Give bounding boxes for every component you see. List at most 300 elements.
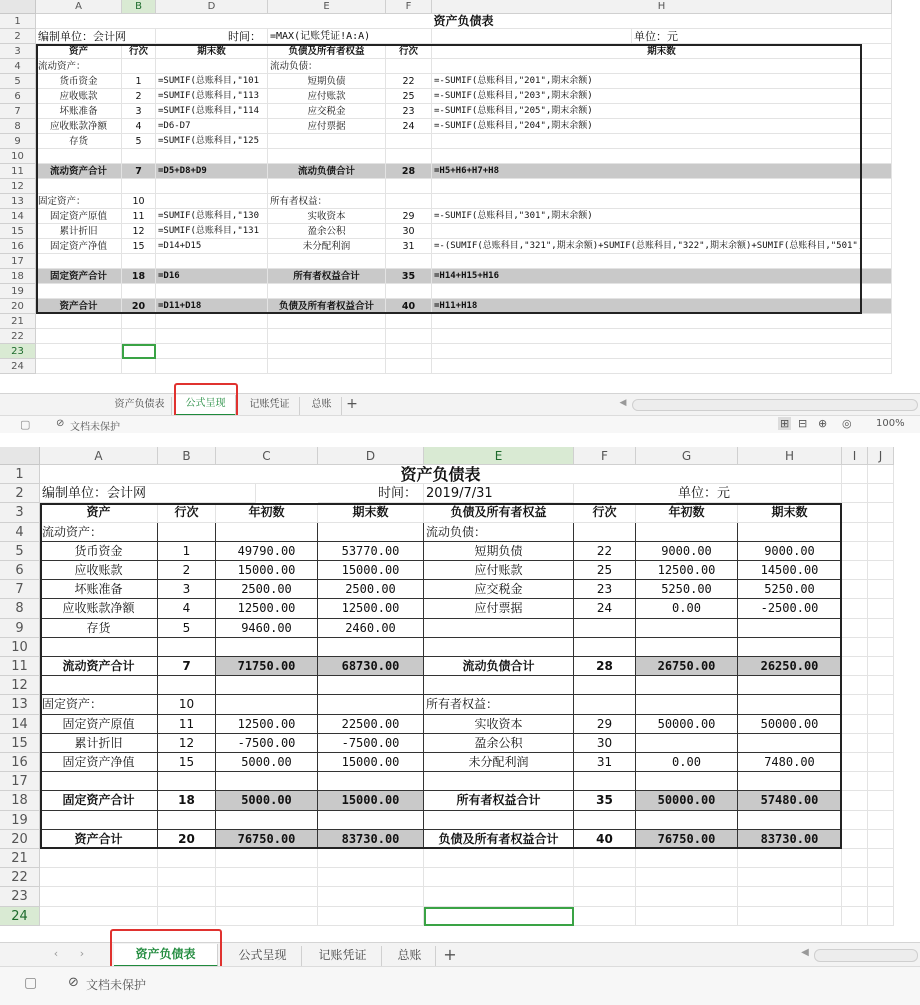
table-cell[interactable]: 7 — [158, 657, 216, 676]
empty-cell[interactable] — [738, 887, 842, 906]
empty-cell[interactable] — [574, 907, 636, 926]
table-cell[interactable]: =H11+H18 — [432, 299, 892, 314]
add-sheet-button-bottom[interactable]: + — [443, 945, 457, 964]
empty-cell[interactable] — [122, 314, 156, 329]
empty-cell[interactable] — [842, 830, 868, 849]
empty-cell[interactable] — [36, 344, 122, 359]
table-cell[interactable]: 50000.00 — [636, 715, 738, 734]
row-header[interactable]: 10 — [0, 149, 36, 164]
empty-cell[interactable] — [738, 868, 842, 887]
column-header[interactable]: J — [868, 447, 894, 465]
table-cell[interactable] — [122, 59, 156, 74]
table-cell[interactable]: 30 — [574, 734, 636, 753]
empty-cell[interactable] — [868, 676, 894, 695]
table-cell[interactable] — [574, 619, 636, 638]
empty-cell[interactable] — [842, 772, 868, 791]
empty-cell[interactable] — [156, 344, 268, 359]
row-header[interactable]: 1 — [0, 14, 36, 29]
column-header[interactable]: C — [216, 447, 318, 465]
table-cell[interactable]: 货币资金 — [40, 542, 158, 561]
table-cell[interactable]: =-SUMIF(总账科目,"201",期末余额) — [432, 74, 892, 89]
empty-cell[interactable] — [842, 465, 868, 484]
column-header[interactable]: A — [36, 0, 122, 14]
table-cell[interactable]: =SUMIF(总账科目,"131 — [156, 224, 268, 239]
table-cell[interactable]: 68730.00 — [318, 657, 424, 676]
empty-cell[interactable] — [868, 523, 894, 542]
table-cell[interactable] — [122, 254, 156, 269]
empty-cell[interactable] — [842, 676, 868, 695]
table-cell[interactable] — [738, 619, 842, 638]
table-cell[interactable]: 14500.00 — [738, 561, 842, 580]
column-header[interactable]: A — [40, 447, 158, 465]
table-cell[interactable] — [386, 149, 432, 164]
table-header-cell[interactable]: 行次 — [158, 503, 216, 522]
scroll-left-icon-bottom[interactable]: ◀ — [801, 947, 809, 958]
column-header[interactable]: D — [156, 0, 268, 14]
empty-cell[interactable] — [268, 359, 386, 374]
table-cell[interactable] — [158, 811, 216, 830]
table-cell[interactable]: 23 — [386, 104, 432, 119]
table-header-cell[interactable]: 行次 — [386, 44, 432, 59]
table-cell[interactable]: =-SUMIF(总账科目,"205",期末余额) — [432, 104, 892, 119]
table-cell[interactable] — [158, 638, 216, 657]
empty-cell[interactable] — [36, 359, 122, 374]
column-header[interactable]: F — [574, 447, 636, 465]
column-header[interactable]: F — [386, 0, 432, 14]
empty-cell[interactable] — [868, 465, 894, 484]
row-header[interactable]: 14 — [0, 715, 40, 734]
empty-cell[interactable] — [216, 849, 318, 868]
table-cell[interactable]: 未分配利润 — [268, 239, 386, 254]
table-cell[interactable] — [158, 676, 216, 695]
empty-cell[interactable] — [318, 849, 424, 868]
empty-cell[interactable] — [868, 638, 894, 657]
empty-cell[interactable] — [636, 868, 738, 887]
table-cell[interactable] — [318, 523, 424, 542]
table-cell[interactable]: 短期负债 — [268, 74, 386, 89]
table-cell[interactable] — [318, 695, 424, 714]
table-cell[interactable]: 应收账款 — [40, 561, 158, 580]
row-header[interactable]: 16 — [0, 753, 40, 772]
empty-cell[interactable] — [738, 849, 842, 868]
report-date[interactable]: 2019/7/31 — [424, 484, 574, 503]
table-cell[interactable]: =D16 — [156, 269, 268, 284]
table-cell[interactable] — [268, 179, 386, 194]
empty-cell[interactable] — [868, 849, 894, 868]
table-cell[interactable]: 0.00 — [636, 599, 738, 618]
row-header[interactable]: 14 — [0, 209, 36, 224]
table-cell[interactable]: 流动负债合计 — [268, 164, 386, 179]
row-header[interactable]: 9 — [0, 134, 36, 149]
table-cell[interactable]: 30 — [386, 224, 432, 239]
table-cell[interactable]: 15 — [122, 239, 156, 254]
table-cell[interactable]: 实收资本 — [424, 715, 574, 734]
table-cell[interactable]: 22 — [386, 74, 432, 89]
table-cell[interactable]: =SUMIF(总账科目,"113 — [156, 89, 268, 104]
empty-cell[interactable] — [216, 907, 318, 926]
table-cell[interactable]: 存货 — [36, 134, 122, 149]
page-layout-icon[interactable]: ⊟ — [798, 417, 808, 430]
table-cell[interactable]: -2500.00 — [738, 599, 842, 618]
table-cell[interactable]: 4 — [122, 119, 156, 134]
empty-cell[interactable] — [868, 599, 894, 618]
table-cell[interactable]: 76750.00 — [216, 830, 318, 849]
table-cell[interactable]: =-SUMIF(总账科目,"203",期末余额) — [432, 89, 892, 104]
currency-label[interactable]: 单位：元 — [676, 484, 842, 503]
empty-cell[interactable] — [868, 657, 894, 676]
row-header[interactable]: 24 — [0, 907, 40, 926]
table-cell[interactable]: 40 — [574, 830, 636, 849]
tab-balance-sheet-bottom[interactable]: 资产负债表 — [114, 944, 218, 967]
column-header[interactable]: D — [318, 447, 424, 465]
table-cell[interactable] — [574, 811, 636, 830]
table-cell[interactable] — [386, 179, 432, 194]
time-formula-cell[interactable]: =MAX(记账凭证!A:A) — [268, 29, 432, 44]
table-cell[interactable] — [40, 811, 158, 830]
empty-cell[interactable] — [842, 695, 868, 714]
row-header[interactable]: 8 — [0, 599, 40, 618]
table-cell[interactable]: 12 — [158, 734, 216, 753]
tab-voucher[interactable]: 记账凭证 — [240, 397, 300, 415]
row-header[interactable]: 7 — [0, 580, 40, 599]
table-cell[interactable]: 12500.00 — [636, 561, 738, 580]
empty-cell[interactable] — [842, 734, 868, 753]
table-cell[interactable]: 11 — [122, 209, 156, 224]
table-cell[interactable]: 累计折旧 — [36, 224, 122, 239]
empty-cell[interactable] — [868, 811, 894, 830]
empty-cell[interactable] — [432, 29, 632, 44]
column-header[interactable]: B — [122, 0, 156, 14]
empty-cell[interactable] — [868, 791, 894, 810]
time-label[interactable]: 时间： — [318, 484, 424, 503]
horizontal-scrollbar[interactable] — [632, 399, 918, 411]
table-cell[interactable] — [424, 638, 574, 657]
table-cell[interactable] — [122, 284, 156, 299]
empty-cell[interactable] — [318, 907, 424, 926]
table-cell[interactable]: 固定资产： — [36, 194, 122, 209]
table-cell[interactable]: 固定资产净值 — [36, 239, 122, 254]
row-header[interactable]: 6 — [0, 561, 40, 580]
empty-cell[interactable] — [842, 619, 868, 638]
table-header-cell[interactable]: 负债及所有者权益 — [424, 503, 574, 522]
row-header[interactable]: 18 — [0, 269, 36, 284]
empty-cell[interactable] — [432, 344, 892, 359]
scroll-left-icon[interactable]: ◀ — [619, 398, 627, 408]
table-cell[interactable] — [216, 523, 318, 542]
empty-cell[interactable] — [868, 715, 894, 734]
empty-cell[interactable] — [868, 619, 894, 638]
next-sheet-icon[interactable]: › — [79, 947, 85, 960]
table-cell[interactable] — [40, 638, 158, 657]
empty-cell[interactable] — [868, 695, 894, 714]
table-cell[interactable]: 1 — [158, 542, 216, 561]
table-cell[interactable]: 固定资产： — [40, 695, 158, 714]
eye-protect-icon[interactable]: ◎ — [842, 417, 852, 430]
empty-cell[interactable] — [122, 359, 156, 374]
table-cell[interactable] — [636, 619, 738, 638]
empty-cell[interactable] — [636, 887, 738, 906]
table-cell[interactable]: 流动负债： — [424, 523, 574, 542]
row-header[interactable]: 21 — [0, 314, 36, 329]
empty-cell[interactable] — [868, 734, 894, 753]
table-cell[interactable] — [386, 59, 432, 74]
tab-formula-view[interactable]: 公式呈现 — [176, 395, 236, 416]
table-cell[interactable] — [268, 149, 386, 164]
empty-cell[interactable] — [842, 715, 868, 734]
table-header-cell[interactable]: 年初数 — [216, 503, 318, 522]
table-cell[interactable]: =D14+D15 — [156, 239, 268, 254]
row-header[interactable]: 2 — [0, 484, 40, 503]
empty-cell[interactable] — [122, 329, 156, 344]
row-header[interactable]: 17 — [0, 254, 36, 269]
table-cell[interactable]: 83730.00 — [318, 830, 424, 849]
table-cell[interactable] — [156, 149, 268, 164]
row-header[interactable]: 11 — [0, 657, 40, 676]
table-cell[interactable]: 12500.00 — [318, 599, 424, 618]
empty-cell[interactable] — [842, 811, 868, 830]
empty-cell[interactable] — [868, 503, 894, 522]
table-cell[interactable]: 18 — [122, 269, 156, 284]
table-cell[interactable] — [268, 254, 386, 269]
table-cell[interactable]: =SUMIF(总账科目,"125 — [156, 134, 268, 149]
table-cell[interactable]: 7480.00 — [738, 753, 842, 772]
row-header[interactable]: 13 — [0, 695, 40, 714]
empty-cell[interactable] — [268, 329, 386, 344]
empty-cell[interactable] — [842, 523, 868, 542]
table-cell[interactable]: 76750.00 — [636, 830, 738, 849]
empty-cell[interactable] — [268, 344, 386, 359]
empty-cell[interactable] — [158, 849, 216, 868]
table-cell[interactable]: 40 — [386, 299, 432, 314]
row-header[interactable]: 20 — [0, 830, 40, 849]
table-cell[interactable] — [36, 284, 122, 299]
table-cell[interactable] — [432, 149, 892, 164]
table-cell[interactable]: 5000.00 — [216, 791, 318, 810]
empty-cell[interactable] — [842, 868, 868, 887]
empty-cell[interactable] — [36, 314, 122, 329]
table-cell[interactable] — [36, 254, 122, 269]
row-header[interactable]: 22 — [0, 868, 40, 887]
table-cell[interactable]: 26250.00 — [738, 657, 842, 676]
table-cell[interactable]: 9460.00 — [216, 619, 318, 638]
empty-cell[interactable] — [156, 314, 268, 329]
table-cell[interactable]: 31 — [574, 753, 636, 772]
empty-cell[interactable] — [842, 580, 868, 599]
empty-cell[interactable] — [158, 887, 216, 906]
row-header[interactable]: 15 — [0, 224, 36, 239]
row-header[interactable]: 22 — [0, 329, 36, 344]
table-cell[interactable] — [158, 523, 216, 542]
table-cell[interactable] — [122, 149, 156, 164]
table-cell[interactable]: 11 — [158, 715, 216, 734]
table-cell[interactable]: 9000.00 — [738, 542, 842, 561]
sheet-title-bottom[interactable]: 资产负债表 — [40, 465, 842, 484]
table-cell[interactable]: 实收资本 — [268, 209, 386, 224]
table-cell[interactable]: 15000.00 — [318, 753, 424, 772]
table-cell[interactable] — [636, 638, 738, 657]
table-cell[interactable] — [574, 695, 636, 714]
table-cell[interactable] — [636, 676, 738, 695]
empty-cell[interactable] — [432, 329, 892, 344]
table-cell[interactable]: 26750.00 — [636, 657, 738, 676]
table-cell[interactable] — [40, 772, 158, 791]
table-cell[interactable]: 负债及所有者权益合计 — [268, 299, 386, 314]
empty-cell[interactable] — [868, 907, 894, 926]
table-cell[interactable] — [636, 772, 738, 791]
table-cell[interactable] — [432, 179, 892, 194]
zoom-level[interactable]: 100% — [876, 418, 905, 429]
table-cell[interactable] — [156, 254, 268, 269]
table-cell[interactable] — [738, 734, 842, 753]
table-cell[interactable]: 5000.00 — [216, 753, 318, 772]
table-cell[interactable]: 5250.00 — [738, 580, 842, 599]
row-header[interactable]: 5 — [0, 542, 40, 561]
table-cell[interactable] — [424, 619, 574, 638]
table-cell[interactable]: 15000.00 — [216, 561, 318, 580]
sheet-icon[interactable]: ▢ — [20, 418, 31, 431]
empty-cell[interactable] — [424, 907, 574, 926]
table-cell[interactable]: 累计折旧 — [40, 734, 158, 753]
table-header-cell[interactable]: 负债及所有者权益 — [268, 44, 386, 59]
table-cell[interactable]: 5 — [122, 134, 156, 149]
table-header-cell[interactable]: 行次 — [574, 503, 636, 522]
table-cell[interactable]: =D11+D18 — [156, 299, 268, 314]
row-header[interactable]: 6 — [0, 89, 36, 104]
sheet-title[interactable]: 资产负债表 — [36, 14, 892, 29]
empty-cell[interactable] — [868, 561, 894, 580]
empty-cell[interactable] — [386, 359, 432, 374]
empty-cell[interactable] — [868, 484, 894, 503]
row-header[interactable]: 3 — [0, 44, 36, 59]
table-cell[interactable]: 1 — [122, 74, 156, 89]
row-header[interactable]: 19 — [0, 811, 40, 830]
column-header[interactable]: H — [432, 0, 892, 14]
table-cell[interactable]: 25 — [574, 561, 636, 580]
table-cell[interactable]: 存货 — [40, 619, 158, 638]
table-cell[interactable] — [158, 772, 216, 791]
table-cell[interactable] — [738, 523, 842, 542]
table-cell[interactable] — [432, 224, 892, 239]
row-header[interactable]: 3 — [0, 503, 40, 522]
empty-cell[interactable] — [122, 344, 156, 359]
row-header[interactable]: 5 — [0, 74, 36, 89]
prev-sheet-icon[interactable]: ‹ — [53, 947, 59, 960]
table-cell[interactable] — [574, 523, 636, 542]
empty-cell[interactable] — [40, 849, 158, 868]
empty-cell[interactable] — [216, 868, 318, 887]
empty-cell[interactable] — [868, 772, 894, 791]
table-cell[interactable] — [318, 638, 424, 657]
empty-cell[interactable] — [842, 599, 868, 618]
empty-cell[interactable] — [386, 344, 432, 359]
table-cell[interactable]: 坏账准备 — [40, 580, 158, 599]
empty-cell[interactable] — [842, 657, 868, 676]
column-header[interactable]: E — [268, 0, 386, 14]
table-cell[interactable]: 盈余公积 — [424, 734, 574, 753]
table-cell[interactable] — [738, 638, 842, 657]
table-cell[interactable] — [268, 134, 386, 149]
table-cell[interactable]: 2 — [122, 89, 156, 104]
table-cell[interactable]: 23 — [574, 580, 636, 599]
empty-cell[interactable] — [636, 907, 738, 926]
empty-cell[interactable] — [156, 329, 268, 344]
table-cell[interactable]: 应收账款净额 — [40, 599, 158, 618]
table-cell[interactable]: 盈余公积 — [268, 224, 386, 239]
empty-cell[interactable] — [574, 887, 636, 906]
table-cell[interactable]: 负债及所有者权益合计 — [424, 830, 574, 849]
row-header[interactable]: 20 — [0, 299, 36, 314]
table-cell[interactable]: 57480.00 — [738, 791, 842, 810]
tab-ledger-bottom[interactable]: 总账 — [384, 946, 436, 966]
table-cell[interactable]: 4 — [158, 599, 216, 618]
row-header[interactable]: 12 — [0, 179, 36, 194]
empty-cell[interactable] — [156, 359, 268, 374]
table-cell[interactable]: 12500.00 — [216, 715, 318, 734]
empty-cell[interactable] — [158, 907, 216, 926]
sheet-icon-bottom[interactable]: ▢ — [24, 975, 38, 991]
table-cell[interactable]: 24 — [386, 119, 432, 134]
row-header[interactable]: 13 — [0, 194, 36, 209]
table-cell[interactable] — [424, 676, 574, 695]
table-cell[interactable]: 所有者权益合计 — [268, 269, 386, 284]
table-cell[interactable]: =D6-D7 — [156, 119, 268, 134]
table-header-cell[interactable]: 期末数 — [318, 503, 424, 522]
table-cell[interactable]: 53770.00 — [318, 542, 424, 561]
table-cell[interactable] — [156, 194, 268, 209]
table-cell[interactable] — [122, 179, 156, 194]
empty-cell[interactable] — [424, 849, 574, 868]
table-cell[interactable]: 固定资产净值 — [40, 753, 158, 772]
empty-cell[interactable] — [318, 887, 424, 906]
table-cell[interactable]: 29 — [574, 715, 636, 734]
table-cell[interactable]: 所有者权益： — [268, 194, 386, 209]
empty-cell[interactable] — [386, 329, 432, 344]
table-cell[interactable]: 2500.00 — [216, 580, 318, 599]
row-header[interactable]: 17 — [0, 772, 40, 791]
normal-view-icon[interactable]: ⊞ — [780, 417, 790, 430]
row-header[interactable]: 23 — [0, 344, 36, 359]
table-cell[interactable] — [216, 676, 318, 695]
table-cell[interactable] — [432, 284, 892, 299]
empty-cell[interactable] — [738, 907, 842, 926]
table-cell[interactable]: 流动负债合计 — [424, 657, 574, 676]
table-cell[interactable]: 5 — [158, 619, 216, 638]
table-cell[interactable] — [636, 695, 738, 714]
table-cell[interactable]: 35 — [386, 269, 432, 284]
row-header[interactable]: 19 — [0, 284, 36, 299]
table-cell[interactable] — [318, 811, 424, 830]
row-header[interactable]: 2 — [0, 29, 36, 44]
row-header[interactable]: 16 — [0, 239, 36, 254]
row-header[interactable]: 10 — [0, 638, 40, 657]
table-cell[interactable] — [216, 638, 318, 657]
table-cell[interactable] — [738, 695, 842, 714]
table-cell[interactable]: 应收账款净额 — [36, 119, 122, 134]
table-cell[interactable]: -7500.00 — [318, 734, 424, 753]
empty-cell[interactable] — [40, 887, 158, 906]
tab-balance-sheet[interactable]: 资产负债表 — [108, 397, 172, 415]
table-cell[interactable]: 流动负债： — [268, 59, 386, 74]
row-header[interactable]: 23 — [0, 887, 40, 906]
empty-cell[interactable] — [868, 868, 894, 887]
table-cell[interactable]: 未分配利润 — [424, 753, 574, 772]
empty-cell[interactable] — [842, 907, 868, 926]
empty-cell[interactable] — [868, 887, 894, 906]
protection-status-bottom[interactable]: 文档未保护 — [86, 978, 147, 992]
empty-cell[interactable] — [574, 849, 636, 868]
table-cell[interactable]: 35 — [574, 791, 636, 810]
table-cell[interactable] — [574, 676, 636, 695]
